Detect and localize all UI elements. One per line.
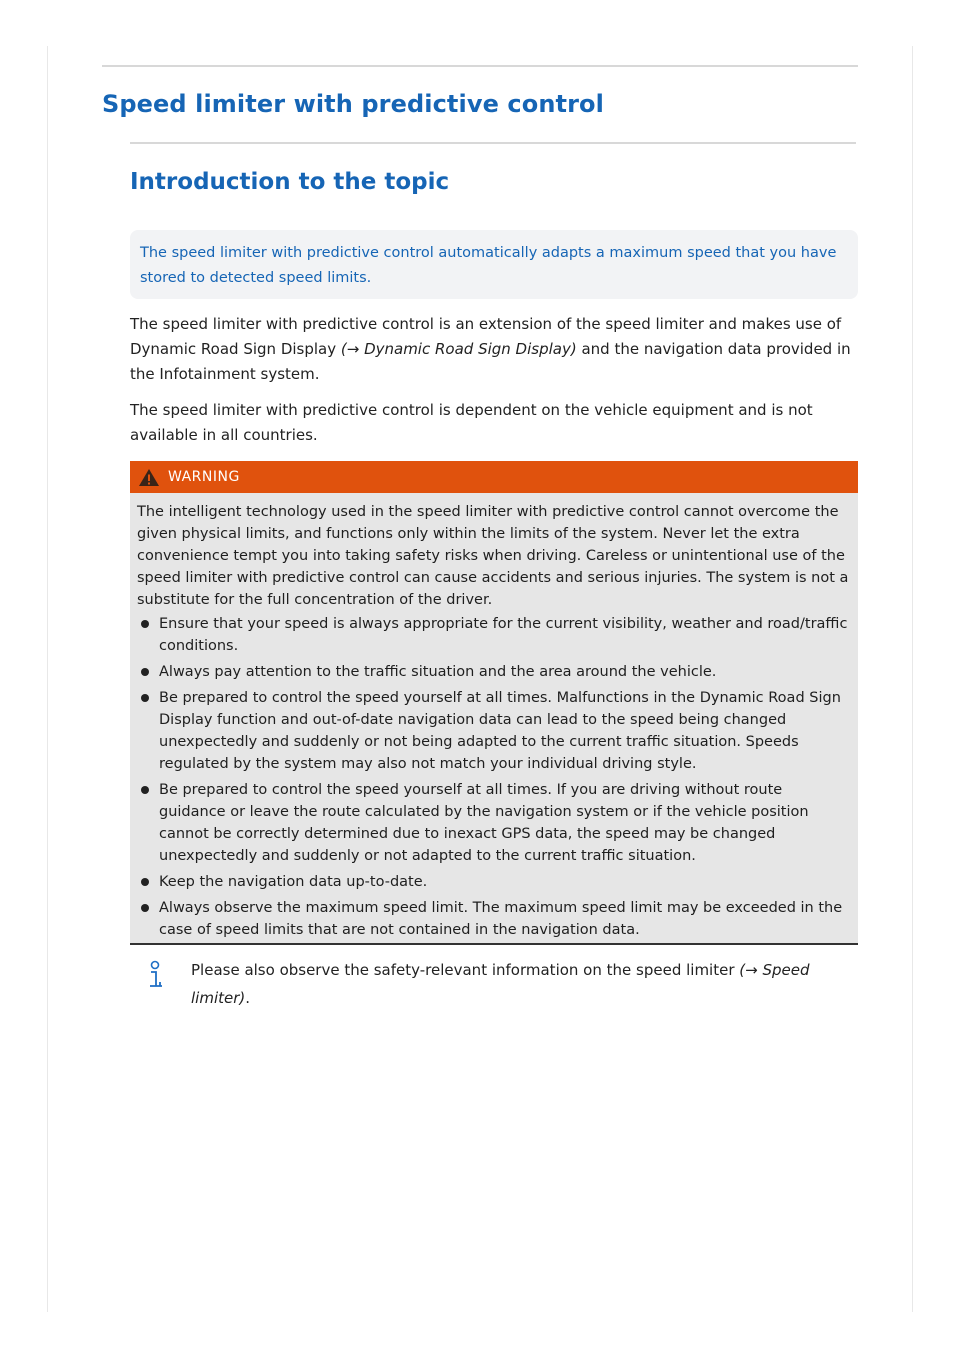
list-item: Keep the navigation data up-to-date. [137, 871, 850, 893]
intro-summary: The speed limiter with predictive control automatically adapts a maximum speed that you have stored to detected speed limits. [130, 230, 858, 299]
bullet-icon [141, 668, 149, 676]
list-item: Ensure that your speed is always appropriate for the current visibility, weather and road/traffic conditions. [137, 613, 850, 657]
warning-box [130, 461, 858, 945]
note-end: . [245, 989, 251, 1007]
speed-limiter-link[interactable]: (→ Speed limiter) [191, 961, 810, 1007]
bullet-icon [141, 878, 149, 886]
warning-text: The intelligent technology used in the speed limiter with predictive control cannot overcome the given physical limits, and functions only within the limits of the system. Never let the extra convenience tempt you into taking safety risks when driving. Careless or unintentional use of the speed limiter with predictive control can cause accidents and serious injuries. The system is not a substitute for the full concentration of the driver. [137, 504, 849, 608]
bullet-icon [141, 694, 149, 702]
warning-list [137, 613, 850, 941]
title-divider [102, 65, 858, 67]
paragraph-text: The speed limiter with predictive control is an extension of the speed limiter and makes use of Dynamic Road Sign Display [130, 315, 842, 358]
paragraph-availability: The speed limiter with predictive control is dependent on the vehicle equipment and is not available in all countries. [130, 401, 813, 444]
list-item: Always observe the maximum speed limit. The maximum speed limit may be exceeded in the case of speed limits that are not contained in the navigation data. [137, 897, 850, 941]
page-margin-right [912, 46, 913, 1312]
list-item: Always pay attention to the traffic situation and the area around the vehicle. [137, 661, 850, 683]
note-text [191, 956, 831, 1012]
warning-triangle-icon [138, 468, 160, 487]
page-title: Speed limiter with predictive control [102, 90, 604, 118]
bullet-icon [141, 904, 149, 912]
list-item: Be prepared to control the speed yourself at all times. Malfunctions in the Dynamic Road Sign Display function and out-of-date navigation data can lead to the speed being changed unexpectedly and suddenly or not being adapted to the current traffic situation. Speeds regulated by the system may also not match your individual driving style. [137, 687, 850, 775]
warning-body [130, 493, 858, 941]
bullet-icon [141, 620, 149, 628]
note-body: Please also observe the safety-relevant information on the speed limiter [191, 961, 740, 979]
page-margin-left [47, 46, 48, 1312]
dynamic-road-sign-link[interactable]: (→ Dynamic Road Sign Display) [340, 340, 577, 358]
warning-label: WARNING [168, 469, 240, 485]
warning-header [130, 461, 858, 493]
section-divider [130, 142, 856, 144]
info-note [130, 956, 858, 1016]
section-title: Introduction to the topic [130, 169, 450, 195]
bullet-icon [141, 786, 149, 794]
info-icon [147, 960, 165, 990]
paragraph-extension [130, 312, 858, 387]
list-item: Be prepared to control the speed yourself at all times. If you are driving without route guidance or leave the route calculated by the navigation system or if the vehicle position cannot be correctly determined due to inexact GPS data, the speed may be changed unexpectedly and suddenly or not adapted to the current traffic situation. [137, 779, 850, 867]
paragraph-text: and the navigation data provided in the Infotainment system. [130, 340, 851, 383]
